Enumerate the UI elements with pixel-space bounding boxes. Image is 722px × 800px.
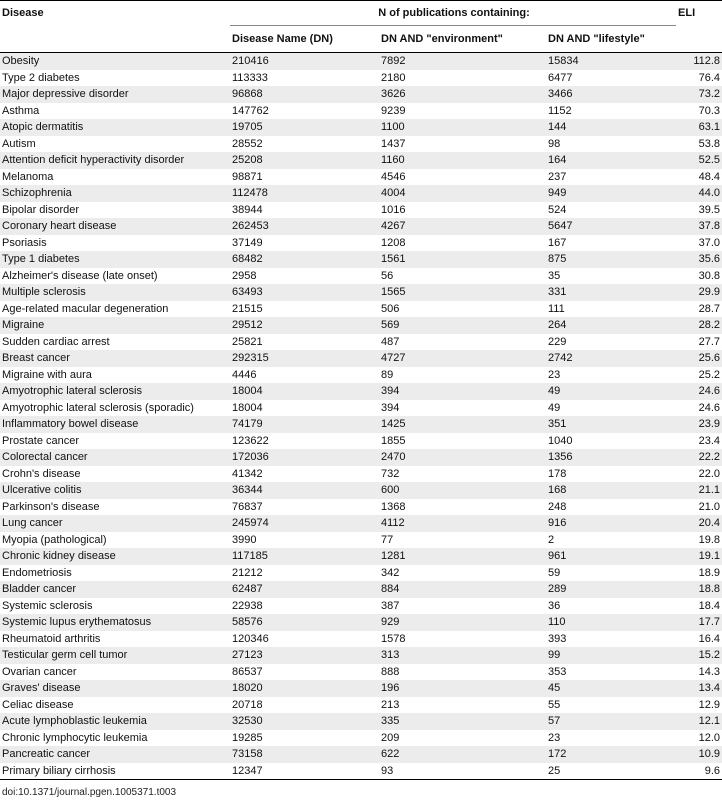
cell-lifestyle: 15834 xyxy=(546,53,676,70)
cell-lifestyle: 5647 xyxy=(546,218,676,235)
cell-dn: 147762 xyxy=(230,103,379,120)
cell-lifestyle: 289 xyxy=(546,581,676,598)
cell-environment: 569 xyxy=(379,317,546,334)
cell-disease: Pancreatic cancer xyxy=(0,746,230,763)
cell-dn: 22938 xyxy=(230,598,379,615)
cell-lifestyle: 351 xyxy=(546,416,676,433)
cell-disease: Schizophrenia xyxy=(0,185,230,202)
table-row xyxy=(0,565,722,582)
cell-disease: Endometriosis xyxy=(0,565,230,582)
cell-dn: 74179 xyxy=(230,416,379,433)
cell-disease: Myopia (pathological) xyxy=(0,532,230,549)
cell-dn: 21515 xyxy=(230,301,379,318)
cell-environment: 56 xyxy=(379,268,546,285)
cell-disease: Amyotrophic lateral sclerosis xyxy=(0,383,230,400)
cell-eli: 19.1 xyxy=(676,548,722,565)
cell-eli: 23.4 xyxy=(676,433,722,450)
cell-disease: Primary biliary cirrhosis xyxy=(0,763,230,780)
cell-eli: 24.6 xyxy=(676,400,722,417)
cell-eli: 10.9 xyxy=(676,746,722,763)
cell-disease: Inflammatory bowel disease xyxy=(0,416,230,433)
cell-disease: Parkinson's disease xyxy=(0,499,230,516)
cell-eli: 30.8 xyxy=(676,268,722,285)
cell-eli: 17.7 xyxy=(676,614,722,631)
cell-lifestyle: 167 xyxy=(546,235,676,252)
cell-environment: 394 xyxy=(379,400,546,417)
cell-dn: 18004 xyxy=(230,383,379,400)
cell-eli: 48.4 xyxy=(676,169,722,186)
cell-dn: 112478 xyxy=(230,185,379,202)
cell-lifestyle: 23 xyxy=(546,367,676,384)
cell-eli: 28.7 xyxy=(676,301,722,318)
cell-environment: 1561 xyxy=(379,251,546,268)
cell-dn: 63493 xyxy=(230,284,379,301)
table-row xyxy=(0,202,722,219)
cell-lifestyle: 49 xyxy=(546,400,676,417)
cell-eli: 27.7 xyxy=(676,334,722,351)
cell-eli: 28.2 xyxy=(676,317,722,334)
cell-environment: 1437 xyxy=(379,136,546,153)
table-row xyxy=(0,515,722,532)
table-row xyxy=(0,136,722,153)
cell-environment: 1281 xyxy=(379,548,546,565)
header-blank xyxy=(0,26,230,53)
table-row xyxy=(0,152,722,169)
cell-dn: 19705 xyxy=(230,119,379,136)
cell-lifestyle: 916 xyxy=(546,515,676,532)
cell-eli: 22.0 xyxy=(676,466,722,483)
cell-dn: 123622 xyxy=(230,433,379,450)
cell-dn: 58576 xyxy=(230,614,379,631)
cell-dn: 245974 xyxy=(230,515,379,532)
table-row xyxy=(0,647,722,664)
cell-disease: Prostate cancer xyxy=(0,433,230,450)
cell-lifestyle: 264 xyxy=(546,317,676,334)
cell-lifestyle: 35 xyxy=(546,268,676,285)
cell-disease: Chronic lymphocytic leukemia xyxy=(0,730,230,747)
cell-disease: Colorectal cancer xyxy=(0,449,230,466)
cell-environment: 4267 xyxy=(379,218,546,235)
header-lifestyle: DN AND "lifestyle" xyxy=(546,26,676,53)
table-row xyxy=(0,317,722,334)
table-row xyxy=(0,697,722,714)
cell-eli: 53.8 xyxy=(676,136,722,153)
cell-environment: 93 xyxy=(379,763,546,780)
cell-eli: 18.4 xyxy=(676,598,722,615)
cell-lifestyle: 49 xyxy=(546,383,676,400)
cell-environment: 4727 xyxy=(379,350,546,367)
cell-environment: 1425 xyxy=(379,416,546,433)
cell-eli: 12.0 xyxy=(676,730,722,747)
cell-disease: Chronic kidney disease xyxy=(0,548,230,565)
cell-environment: 1160 xyxy=(379,152,546,169)
cell-lifestyle: 59 xyxy=(546,565,676,582)
cell-disease: Autism xyxy=(0,136,230,153)
cell-disease: Major depressive disorder xyxy=(0,86,230,103)
header-publication-group: N of publications containing: xyxy=(230,1,676,26)
table-row xyxy=(0,730,722,747)
cell-dn: 262453 xyxy=(230,218,379,235)
table-row xyxy=(0,680,722,697)
cell-lifestyle: 229 xyxy=(546,334,676,351)
cell-disease: Atopic dermatitis xyxy=(0,119,230,136)
cell-eli: 76.4 xyxy=(676,70,722,87)
cell-dn: 18020 xyxy=(230,680,379,697)
cell-lifestyle: 524 xyxy=(546,202,676,219)
table-row xyxy=(0,350,722,367)
cell-lifestyle: 25 xyxy=(546,763,676,780)
cell-disease: Testicular germ cell tumor xyxy=(0,647,230,664)
cell-dn: 292315 xyxy=(230,350,379,367)
cell-dn: 27123 xyxy=(230,647,379,664)
cell-lifestyle: 3466 xyxy=(546,86,676,103)
table-row xyxy=(0,284,722,301)
cell-eli: 19.8 xyxy=(676,532,722,549)
cell-dn: 113333 xyxy=(230,70,379,87)
cell-environment: 600 xyxy=(379,482,546,499)
table-header xyxy=(0,1,722,53)
cell-eli: 12.9 xyxy=(676,697,722,714)
cell-lifestyle: 111 xyxy=(546,301,676,318)
cell-eli: 22.2 xyxy=(676,449,722,466)
cell-disease: Melanoma xyxy=(0,169,230,186)
cell-lifestyle: 2 xyxy=(546,532,676,549)
cell-eli: 44.0 xyxy=(676,185,722,202)
cell-dn: 18004 xyxy=(230,400,379,417)
cell-disease: Bipolar disorder xyxy=(0,202,230,219)
cell-dn: 19285 xyxy=(230,730,379,747)
table-row xyxy=(0,433,722,450)
cell-environment: 1016 xyxy=(379,202,546,219)
table-row xyxy=(0,449,722,466)
cell-dn: 4446 xyxy=(230,367,379,384)
cell-dn: 98871 xyxy=(230,169,379,186)
table-row xyxy=(0,185,722,202)
cell-dn: 2958 xyxy=(230,268,379,285)
cell-dn: 3990 xyxy=(230,532,379,549)
cell-disease: Systemic sclerosis xyxy=(0,598,230,615)
table-row xyxy=(0,235,722,252)
cell-environment: 3626 xyxy=(379,86,546,103)
cell-lifestyle: 1040 xyxy=(546,433,676,450)
cell-lifestyle: 1356 xyxy=(546,449,676,466)
cell-dn: 172036 xyxy=(230,449,379,466)
table-row xyxy=(0,664,722,681)
cell-lifestyle: 57 xyxy=(546,713,676,730)
cell-eli: 16.4 xyxy=(676,631,722,648)
cell-environment: 732 xyxy=(379,466,546,483)
cell-disease: Age-related macular degeneration xyxy=(0,301,230,318)
cell-dn: 29512 xyxy=(230,317,379,334)
cell-dn: 21212 xyxy=(230,565,379,582)
cell-eli: 39.5 xyxy=(676,202,722,219)
cell-environment: 1208 xyxy=(379,235,546,252)
cell-lifestyle: 45 xyxy=(546,680,676,697)
table-row xyxy=(0,482,722,499)
cell-eli: 37.0 xyxy=(676,235,722,252)
cell-disease: Acute lymphoblastic leukemia xyxy=(0,713,230,730)
table-row xyxy=(0,53,722,70)
cell-eli: 15.2 xyxy=(676,647,722,664)
cell-eli: 12.1 xyxy=(676,713,722,730)
cell-environment: 335 xyxy=(379,713,546,730)
cell-eli: 20.4 xyxy=(676,515,722,532)
cell-disease: Psoriasis xyxy=(0,235,230,252)
doi-caption: doi:10.1371/journal.pgen.1005371.t003 xyxy=(2,787,177,798)
table-row xyxy=(0,598,722,615)
cell-environment: 929 xyxy=(379,614,546,631)
cell-lifestyle: 36 xyxy=(546,598,676,615)
cell-dn: 20718 xyxy=(230,697,379,714)
table-row xyxy=(0,268,722,285)
cell-dn: 86537 xyxy=(230,664,379,681)
cell-disease: Ulcerative colitis xyxy=(0,482,230,499)
table-row xyxy=(0,383,722,400)
cell-lifestyle: 875 xyxy=(546,251,676,268)
cell-dn: 38944 xyxy=(230,202,379,219)
cell-environment: 89 xyxy=(379,367,546,384)
cell-eli: 52.5 xyxy=(676,152,722,169)
cell-lifestyle: 353 xyxy=(546,664,676,681)
cell-environment: 2470 xyxy=(379,449,546,466)
cell-disease: Alzheimer's disease (late onset) xyxy=(0,268,230,285)
table-row xyxy=(0,334,722,351)
table-row xyxy=(0,466,722,483)
table-row xyxy=(0,103,722,120)
cell-environment: 1100 xyxy=(379,119,546,136)
table-row xyxy=(0,218,722,235)
cell-environment: 1855 xyxy=(379,433,546,450)
cell-eli: 21.1 xyxy=(676,482,722,499)
cell-disease: Crohn's disease xyxy=(0,466,230,483)
cell-lifestyle: 237 xyxy=(546,169,676,186)
cell-environment: 487 xyxy=(379,334,546,351)
header-disease: Disease xyxy=(0,1,230,26)
cell-eli: 73.2 xyxy=(676,86,722,103)
cell-disease: Type 2 diabetes xyxy=(0,70,230,87)
cell-eli: 14.3 xyxy=(676,664,722,681)
table-row xyxy=(0,416,722,433)
cell-disease: Systemic lupus erythematosus xyxy=(0,614,230,631)
cell-eli: 35.6 xyxy=(676,251,722,268)
cell-lifestyle: 393 xyxy=(546,631,676,648)
cell-eli: 25.6 xyxy=(676,350,722,367)
cell-environment: 4112 xyxy=(379,515,546,532)
cell-dn: 96868 xyxy=(230,86,379,103)
cell-disease: Graves' disease xyxy=(0,680,230,697)
table-body xyxy=(0,53,722,780)
cell-disease: Sudden cardiac arrest xyxy=(0,334,230,351)
cell-eli: 24.6 xyxy=(676,383,722,400)
cell-dn: 210416 xyxy=(230,53,379,70)
cell-dn: 25208 xyxy=(230,152,379,169)
cell-dn: 37149 xyxy=(230,235,379,252)
cell-eli: 112.8 xyxy=(676,53,722,70)
cell-environment: 506 xyxy=(379,301,546,318)
cell-disease: Bladder cancer xyxy=(0,581,230,598)
cell-eli: 18.9 xyxy=(676,565,722,582)
cell-eli: 21.0 xyxy=(676,499,722,516)
cell-environment: 342 xyxy=(379,565,546,582)
table-row xyxy=(0,367,722,384)
cell-dn: 73158 xyxy=(230,746,379,763)
cell-environment: 77 xyxy=(379,532,546,549)
table-row xyxy=(0,169,722,186)
cell-environment: 213 xyxy=(379,697,546,714)
cell-eli: 9.6 xyxy=(676,763,722,780)
header-env: DN AND "environment" xyxy=(379,26,546,53)
table-row xyxy=(0,614,722,631)
cell-environment: 1578 xyxy=(379,631,546,648)
table-row xyxy=(0,86,722,103)
header-blank-2 xyxy=(676,26,722,53)
cell-environment: 9239 xyxy=(379,103,546,120)
cell-environment: 7892 xyxy=(379,53,546,70)
table-row xyxy=(0,301,722,318)
cell-lifestyle: 98 xyxy=(546,136,676,153)
cell-dn: 25821 xyxy=(230,334,379,351)
cell-eli: 13.4 xyxy=(676,680,722,697)
cell-environment: 4004 xyxy=(379,185,546,202)
cell-lifestyle: 110 xyxy=(546,614,676,631)
cell-dn: 36344 xyxy=(230,482,379,499)
cell-disease: Migraine with aura xyxy=(0,367,230,384)
cell-disease: Ovarian cancer xyxy=(0,664,230,681)
cell-eli: 70.3 xyxy=(676,103,722,120)
table-row xyxy=(0,70,722,87)
cell-lifestyle: 168 xyxy=(546,482,676,499)
table-row xyxy=(0,400,722,417)
cell-dn: 41342 xyxy=(230,466,379,483)
cell-lifestyle: 961 xyxy=(546,548,676,565)
cell-lifestyle: 172 xyxy=(546,746,676,763)
cell-lifestyle: 55 xyxy=(546,697,676,714)
cell-disease: Lung cancer xyxy=(0,515,230,532)
table-row xyxy=(0,763,722,780)
table-row xyxy=(0,499,722,516)
cell-disease: Rheumatoid arthritis xyxy=(0,631,230,648)
table-row xyxy=(0,631,722,648)
cell-lifestyle: 248 xyxy=(546,499,676,516)
cell-disease: Breast cancer xyxy=(0,350,230,367)
table-row xyxy=(0,532,722,549)
cell-eli: 18.8 xyxy=(676,581,722,598)
cell-environment: 313 xyxy=(379,647,546,664)
cell-disease: Multiple sclerosis xyxy=(0,284,230,301)
cell-lifestyle: 2742 xyxy=(546,350,676,367)
cell-lifestyle: 99 xyxy=(546,647,676,664)
cell-environment: 884 xyxy=(379,581,546,598)
cell-disease: Migraine xyxy=(0,317,230,334)
cell-lifestyle: 331 xyxy=(546,284,676,301)
cell-eli: 63.1 xyxy=(676,119,722,136)
table-row xyxy=(0,548,722,565)
cell-dn: 76837 xyxy=(230,499,379,516)
cell-environment: 888 xyxy=(379,664,546,681)
table-row xyxy=(0,713,722,730)
cell-environment: 387 xyxy=(379,598,546,615)
cell-dn: 117185 xyxy=(230,548,379,565)
cell-dn: 12347 xyxy=(230,763,379,780)
cell-lifestyle: 144 xyxy=(546,119,676,136)
cell-environment: 622 xyxy=(379,746,546,763)
header-dn: Disease Name (DN) xyxy=(230,26,379,53)
cell-dn: 32530 xyxy=(230,713,379,730)
cell-eli: 25.2 xyxy=(676,367,722,384)
cell-environment: 1565 xyxy=(379,284,546,301)
cell-dn: 62487 xyxy=(230,581,379,598)
cell-environment: 209 xyxy=(379,730,546,747)
cell-lifestyle: 23 xyxy=(546,730,676,747)
cell-lifestyle: 178 xyxy=(546,466,676,483)
cell-disease: Obesity xyxy=(0,53,230,70)
cell-dn: 120346 xyxy=(230,631,379,648)
cell-environment: 196 xyxy=(379,680,546,697)
cell-disease: Coronary heart disease xyxy=(0,218,230,235)
cell-disease: Asthma xyxy=(0,103,230,120)
cell-environment: 394 xyxy=(379,383,546,400)
cell-environment: 4546 xyxy=(379,169,546,186)
cell-eli: 23.9 xyxy=(676,416,722,433)
table-row xyxy=(0,251,722,268)
cell-eli: 29.9 xyxy=(676,284,722,301)
cell-lifestyle: 1152 xyxy=(546,103,676,120)
cell-disease: Type 1 diabetes xyxy=(0,251,230,268)
cell-dn: 68482 xyxy=(230,251,379,268)
cell-lifestyle: 164 xyxy=(546,152,676,169)
table-row xyxy=(0,581,722,598)
cell-environment: 2180 xyxy=(379,70,546,87)
cell-disease: Amyotrophic lateral sclerosis (sporadic) xyxy=(0,400,230,417)
header-eli: ELI xyxy=(676,1,722,26)
cell-disease: Celiac disease xyxy=(0,697,230,714)
cell-environment: 1368 xyxy=(379,499,546,516)
cell-dn: 28552 xyxy=(230,136,379,153)
cell-lifestyle: 6477 xyxy=(546,70,676,87)
table-row xyxy=(0,119,722,136)
cell-disease: Attention deficit hyperactivity disorder xyxy=(0,152,230,169)
cell-lifestyle: 949 xyxy=(546,185,676,202)
cell-eli: 37.8 xyxy=(676,218,722,235)
table-row xyxy=(0,746,722,763)
